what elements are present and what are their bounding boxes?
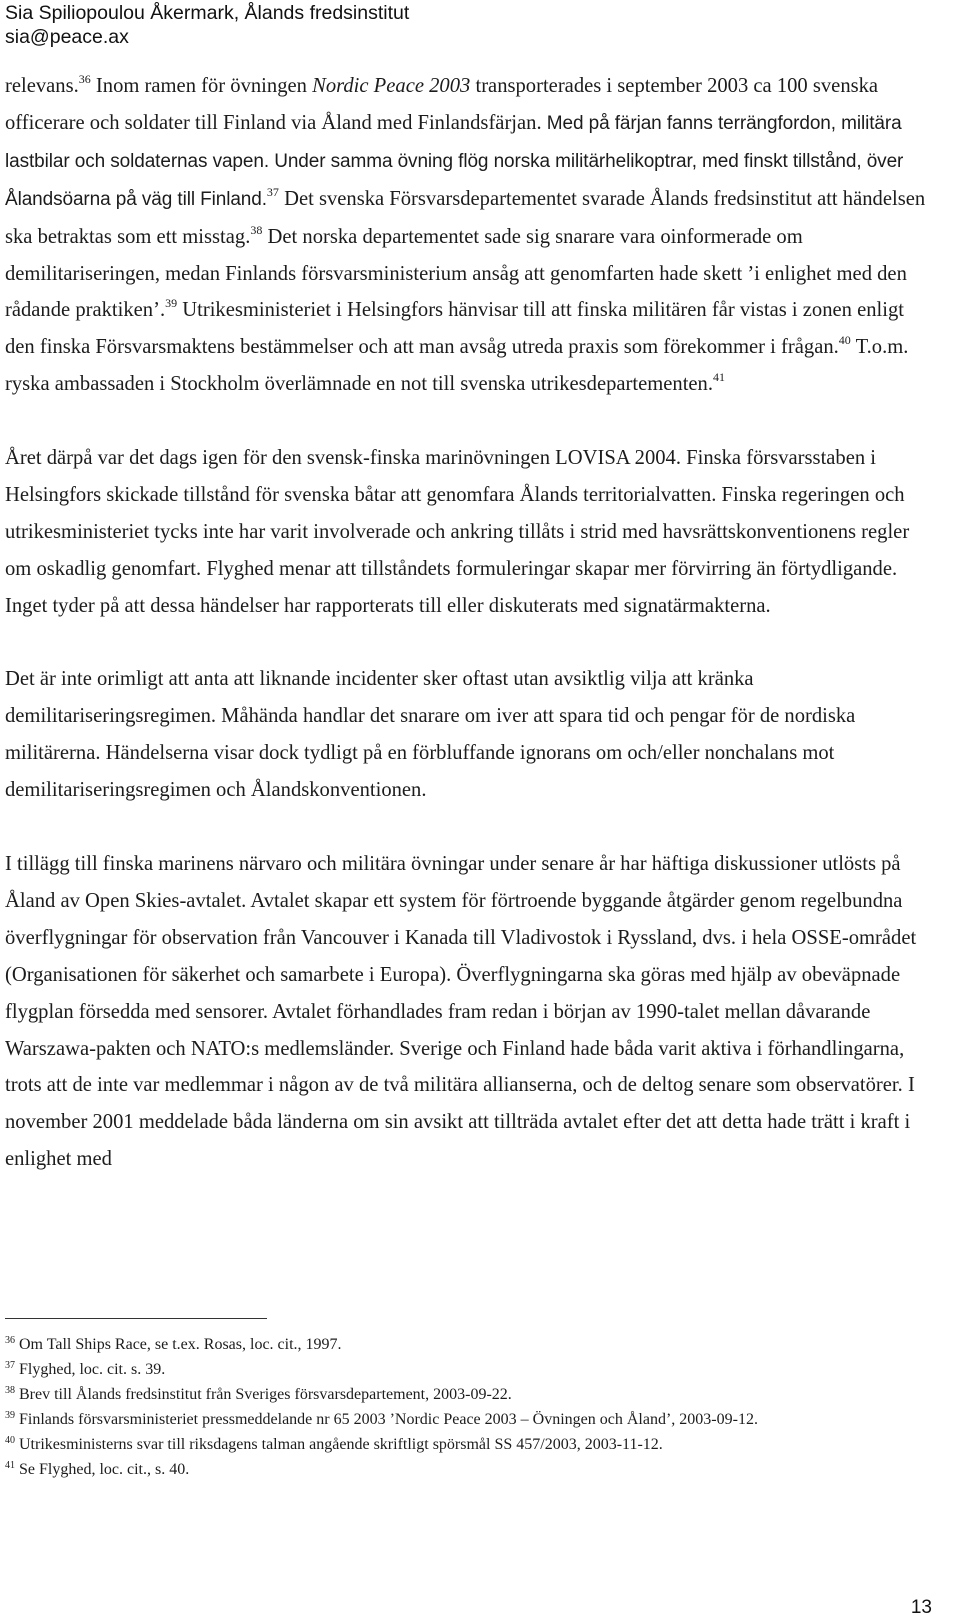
p1-text: relevans.	[5, 75, 79, 97]
footnote-number: 38	[5, 1385, 15, 1396]
footnote-ref: 36	[78, 72, 91, 86]
p1-text-sans: Med på färjan fanns terrängfordon, militära lastbilar och soldaternas vapen. Under samma övning flög norska militärhelikoptrar, med finskt tillstånd, över Ålandsöarna på väg till Finland.	[5, 112, 904, 210]
footnotes	[5, 1332, 925, 1482]
footnote-39	[5, 1407, 925, 1432]
footnote-text: Om Tall Ships Race, se t.ex. Rosas, loc. cit., 1997.	[19, 1336, 342, 1353]
footnote-text: Utrikesministerns svar till riksdagens talman angående skriftligt spörsmål SS 457/2003, 2003-11-12.	[19, 1436, 663, 1453]
paragraph-1	[5, 68, 931, 403]
footnote-38	[5, 1382, 925, 1407]
footnote-number: 39	[5, 1410, 15, 1421]
footnote-ref: 41	[713, 370, 726, 385]
footnote-36	[5, 1332, 925, 1357]
footnote-41	[5, 1457, 925, 1482]
p1-text: Det norska departementet sade sig snarare vara oinformerade om demilitariseringen, medan Finlands försvarsministerium ansåg att genomfarten hade skett ’i enlighet med den rådande praktiken’.	[5, 225, 907, 322]
paragraph-2: Året därpå var det dags igen för den svensk-finska marinövningen LOVISA 2004. Finska försvarsstaben i Helsingfors skickade tillstånd för svenska båtar att genomfara Ålands territorialvatten. Finska regeringen och utrikesministeriet tycks inte har varit involverade och ankring tillåts i strid med havsrättskonventionens regler om oskadlig genomfart. Flyghed menar att tillståndets formuleringar skapar mer förvirring än förtydligande. Inget tyder på att dessa händelser har rapporterats till eller diskuterats med signatärmakterna.	[5, 447, 910, 617]
footnote-text: Finlands försvarsministeriet pressmeddelande nr 65 2003 ’Nordic Peace 2003 – Övningen och Åland’, 2003-09-12.	[19, 1411, 758, 1428]
p1-text: T.o.m. ryska ambassaden i Stockholm överlämnade en not till svenska utrikesdepartementen.	[5, 336, 909, 396]
footnote-text: Flyghed, loc. cit. s. 39.	[19, 1361, 166, 1378]
p1-italic-title: Nordic Peace 2003	[312, 75, 471, 97]
body-text	[5, 68, 931, 1178]
footnote-number: 41	[5, 1460, 15, 1471]
footnote-40	[5, 1432, 925, 1457]
header-author: Sia Spiliopoulou Åkermark, Ålands fredsinstitut	[5, 2, 410, 24]
header-email: sia@peace.ax	[5, 26, 129, 48]
footnote-ref: 37	[266, 184, 279, 199]
p1-text: Det svenska Försvarsdepartementet svarade Ålands fredsinstitut att händelsen ska betraktas som ett misstag.	[5, 187, 926, 248]
paragraph-4: I tillägg till finska marinens närvaro och militära övningar under senare år har häftiga diskussioner utlösts på Åland av Open Skies-avtalet. Avtalet skapar ett system för förtroende byggande åtgärder genom regelbundna överflygningar för observation från Vancouver i Kanada till Vladivostok i Ryssland, dvs. i hela OSSE-området (Organisationen för säkerhet och samarbete i Europa). Överflygningarna ska göras med hjälp av obeväpnade flygplan försedda med sensorer. Avtalet förhandlades fram redan i början av 1990-talet mellan dåvarande Warszawa-pakten och NATO:s medlemsländer. Sverige och Finland hade båda varit aktiva i förhandlingarna, trots att de inte var medlemmar i någon av de två militära allianserna, och de deltog senare som observatörer. I november 2001 meddelade båda länderna om sin avsikt att tillträda avtalet efter det att detta hade trätt i kraft i enlighet med	[5, 852, 917, 1171]
footnote-37	[5, 1357, 925, 1382]
page-header	[5, 1, 409, 49]
footnote-ref: 40	[838, 333, 851, 348]
p1-text: Utrikesministeriet i Helsingfors hänvisar till att finska militären får vistas i zonen enligt den finska Försvarsmaktens bestämmelser och att man avsåg utreda praxis som förekommer i frågan.	[5, 299, 905, 359]
p1-text: Inom ramen för övningen	[90, 75, 313, 97]
footnote-text: Brev till Ålands fredsinstitut från Sveriges försvarsdepartement, 2003-09-22.	[19, 1386, 512, 1403]
page-number: 13	[910, 1597, 932, 1618]
footnote-number: 37	[5, 1360, 15, 1371]
footnote-number: 40	[5, 1435, 15, 1446]
footnote-ref: 39	[165, 296, 178, 311]
footnote-text: Se Flyghed, loc. cit., s. 40.	[19, 1461, 190, 1478]
footnote-number: 36	[5, 1335, 15, 1346]
footnote-ref: 38	[250, 222, 263, 237]
paragraph-3: Det är inte orimligt att anta att liknande incidenter sker oftast utan avsiktlig vilja att kränka demilitariseringsregimen. Måhända handlar det snarare om iver att spara tid och pengar för de nordiska militärerna. Händelserna visar dock tydligt på en förbluffande ignorans om och/eller nonchalans mot demilitariseringsregimen och Ålandskonventionen.	[5, 668, 856, 802]
footnote-divider	[5, 1318, 267, 1319]
p1-text: transporterades i september 2003 ca 100 svenska officerare och soldater till Finland via Åland med Finlandsfärjan.	[5, 75, 879, 134]
